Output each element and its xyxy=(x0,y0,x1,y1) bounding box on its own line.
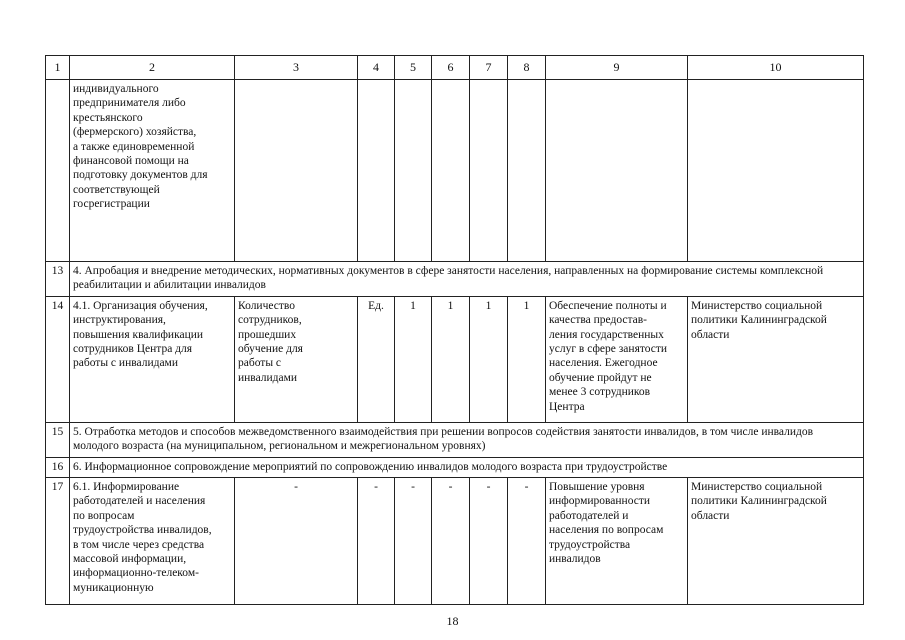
row-number: 16 xyxy=(46,457,70,477)
row-number: 15 xyxy=(46,422,70,457)
row-number xyxy=(46,80,70,262)
indicator-cell: Количество сотрудников, прошедших обучение для работы с инвалидами xyxy=(235,296,358,422)
row-number: 13 xyxy=(46,262,70,297)
value-cell: - xyxy=(432,478,470,605)
table-row-16 xyxy=(46,457,864,477)
header-row xyxy=(46,56,864,80)
result-cell: Повышение уровня информированности работодателей и населения по вопросам трудоустройства инвалидов xyxy=(546,478,688,605)
table-row-17 xyxy=(46,478,864,605)
header-cell: 6 xyxy=(432,56,470,80)
value-cell xyxy=(395,80,432,262)
header-cell: 4 xyxy=(358,56,395,80)
executor-cell xyxy=(688,80,864,262)
indicator-cell xyxy=(235,80,358,262)
value-cell xyxy=(508,80,546,262)
table-row-15 xyxy=(46,422,864,457)
value-cell: - xyxy=(470,478,508,605)
value-cell: 1 xyxy=(470,296,508,422)
header-cell: 2 xyxy=(70,56,235,80)
section-heading: 5. Отработка методов и способов межведомственного взаимодействия при решении вопросов содействия занятости инвалидов, в том числе инвалидов молодого возраста (на муниципальном, региональном и межрегиональном уровнях) xyxy=(70,422,864,457)
value-cell: 1 xyxy=(395,296,432,422)
table-row-continuation xyxy=(46,80,864,262)
measure-name: индивидуального предпринимателя либо крестьянского (фермерского) хозяйства, а также единовременной финансовой помощи на подготовку документов для соответствующей госрегистрации xyxy=(70,80,235,262)
executor-cell: Министерство социальной политики Калининградской области xyxy=(688,478,864,605)
header-cell: 10 xyxy=(688,56,864,80)
header-cell: 8 xyxy=(508,56,546,80)
section-heading: 6. Информационное сопровождение мероприятий по сопровождению инвалидов молодого возраста при трудоустройстве xyxy=(70,457,864,477)
row-number: 17 xyxy=(46,478,70,605)
measure-name: 4.1. Организация обучения, инструктирования, повышения квалификации сотрудников Центра для работы с инвалидами xyxy=(70,296,235,422)
executor-cell: Министерство социальной политики Калининградской области xyxy=(688,296,864,422)
result-cell: Обеспечение полноты и качества предостав- ления государственных услуг в сфере занятости населения. Ежегодное обучение пройдут не менее 3 сотрудников Центра xyxy=(546,296,688,422)
value-cell: - xyxy=(395,478,432,605)
header-cell: 5 xyxy=(395,56,432,80)
unit-cell: Ед. xyxy=(358,296,395,422)
header-cell: 9 xyxy=(546,56,688,80)
value-cell xyxy=(470,80,508,262)
measure-name: 6.1. Информирование работодателей и населения по вопросам трудоустройства инвалидов, в том числе через средства массовой информации, информационно-телеком- муникационную xyxy=(70,478,235,605)
value-cell: 1 xyxy=(432,296,470,422)
result-cell xyxy=(546,80,688,262)
measures-table xyxy=(45,55,864,605)
header-cell: 1 xyxy=(46,56,70,80)
table-row-14 xyxy=(46,296,864,422)
row-number: 14 xyxy=(46,296,70,422)
page-number: 18 xyxy=(446,614,459,628)
value-cell xyxy=(432,80,470,262)
header-cell: 7 xyxy=(470,56,508,80)
unit-cell xyxy=(358,80,395,262)
header-cell: 3 xyxy=(235,56,358,80)
indicator-cell: - xyxy=(235,478,358,605)
unit-cell: - xyxy=(358,478,395,605)
table-row-13 xyxy=(46,262,864,297)
section-heading: 4. Апробация и внедрение методических, нормативных документов в сфере занятости населения, направленных на формирование системы комплексной реабилитации и абилитации инвалидов xyxy=(70,262,864,297)
value-cell: 1 xyxy=(508,296,546,422)
value-cell: - xyxy=(508,478,546,605)
